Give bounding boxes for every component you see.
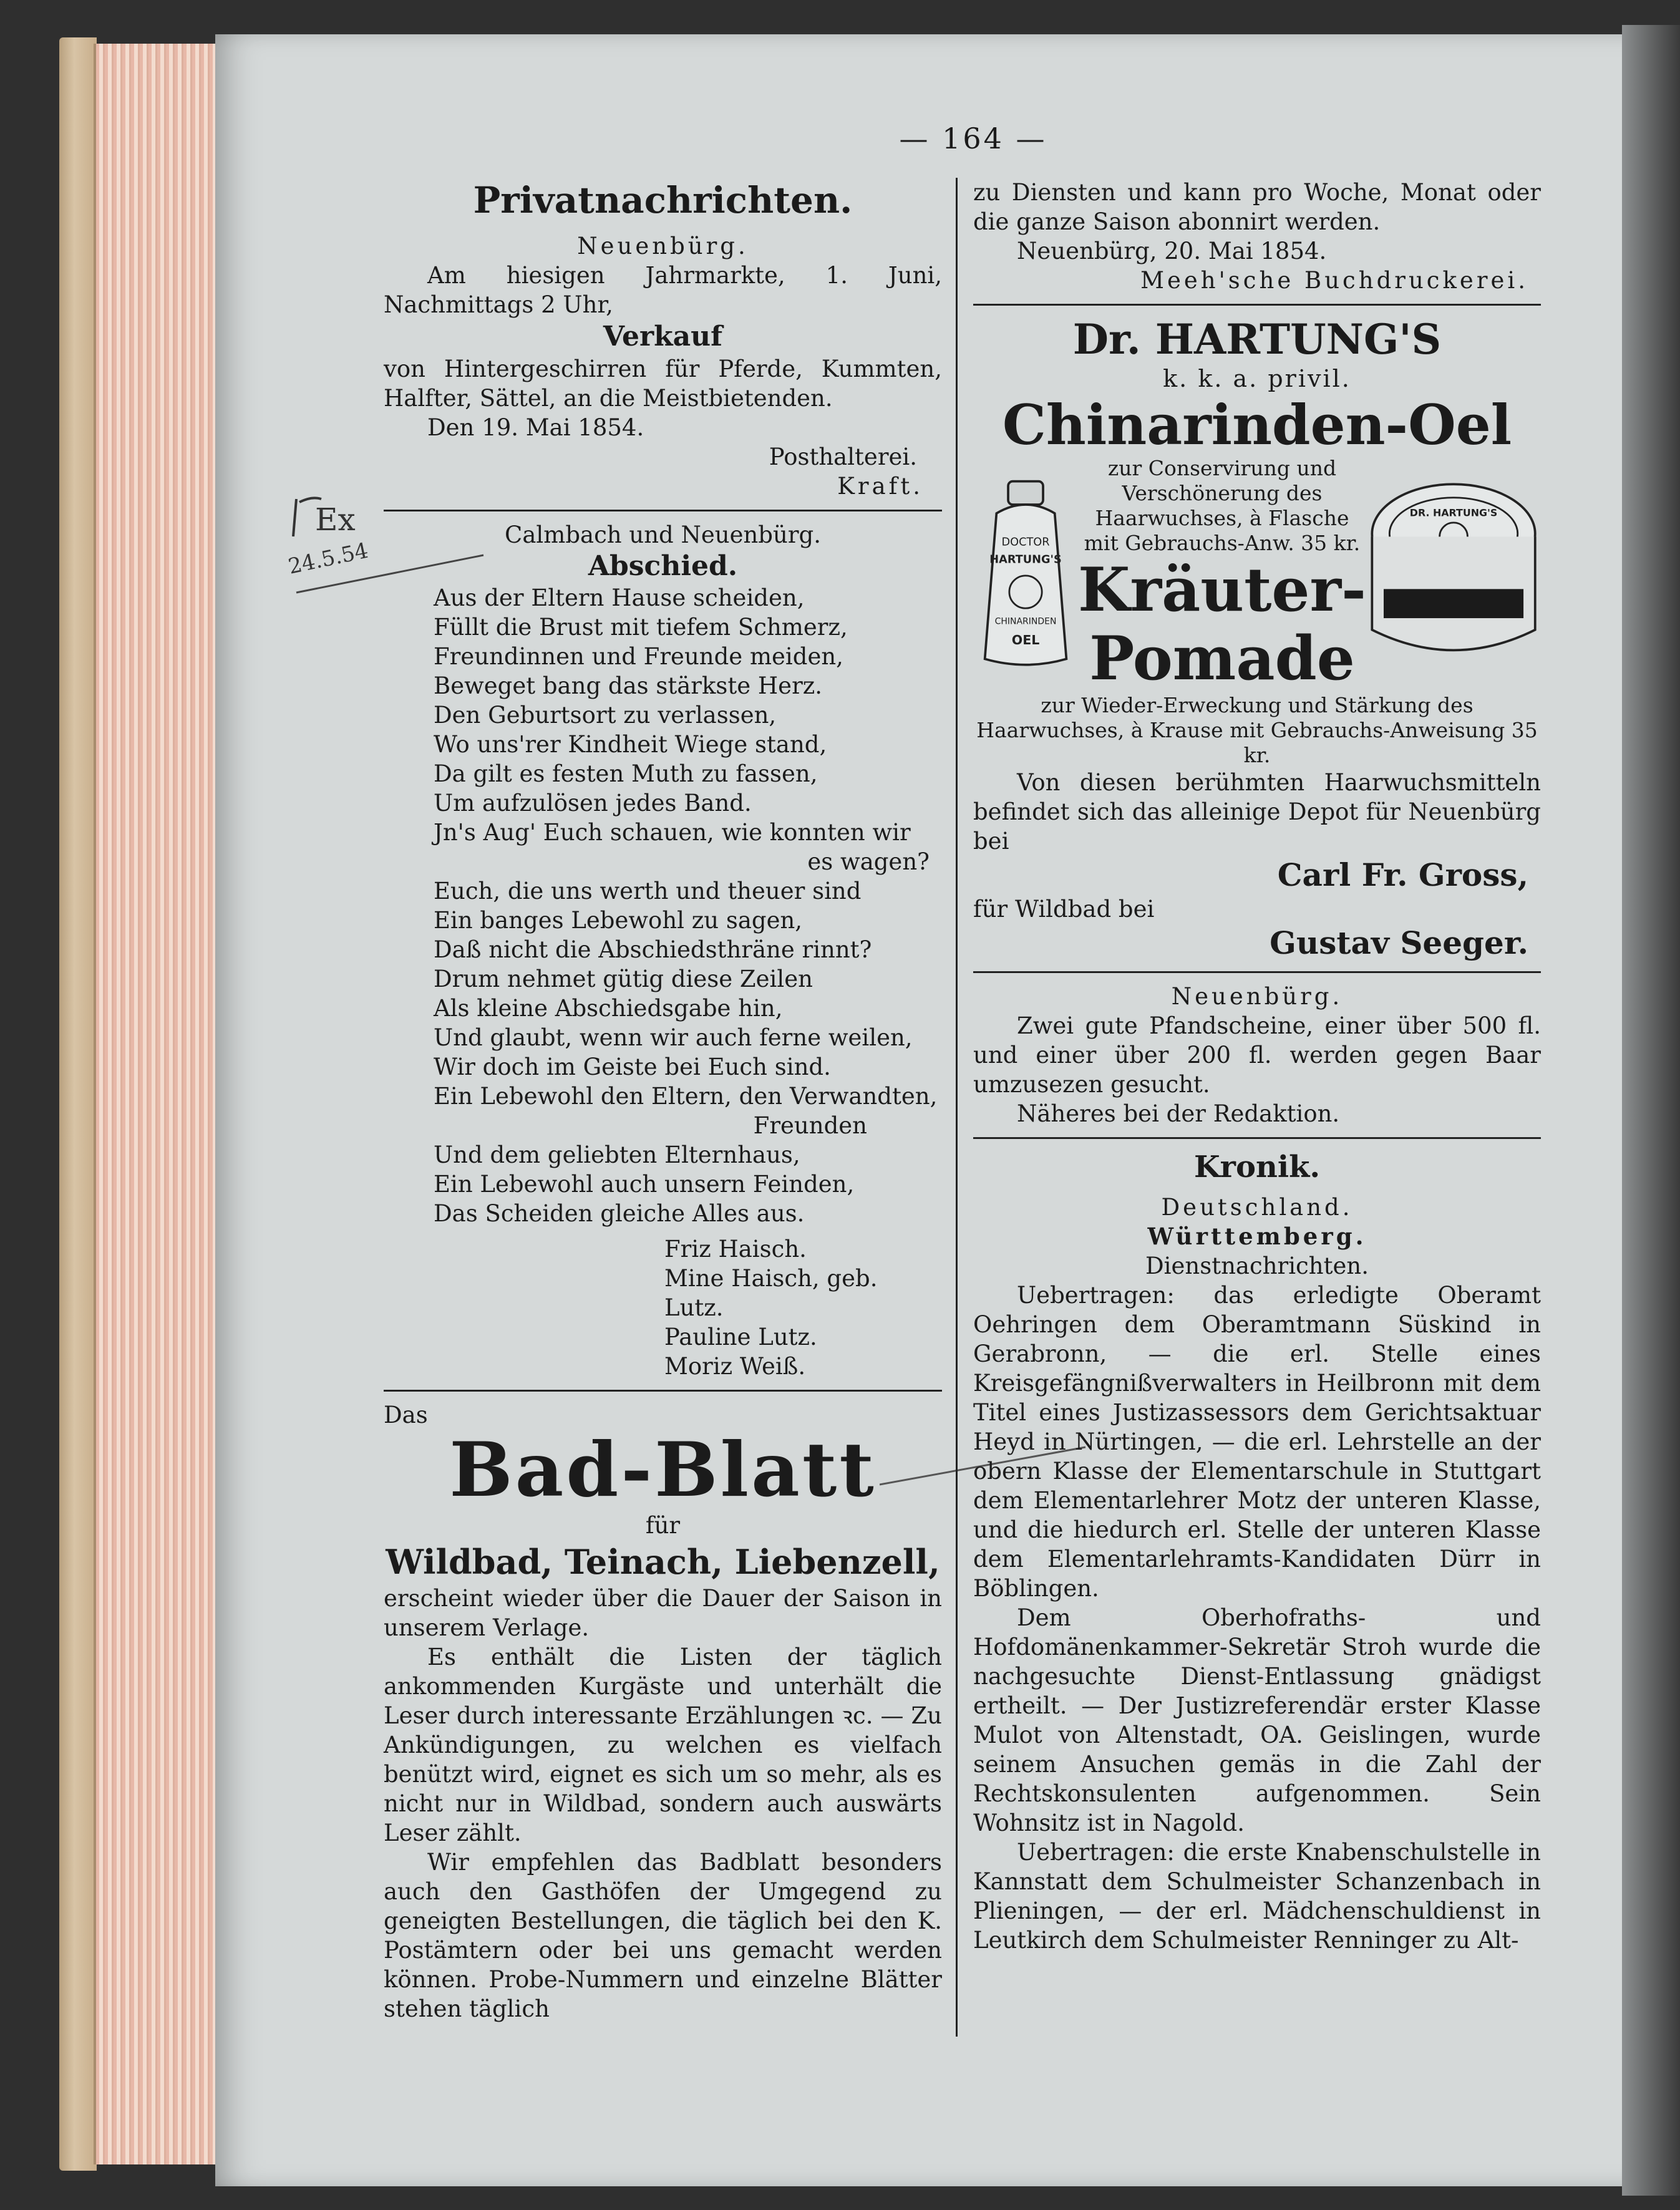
poem-line: Ein Lebewohl den Eltern, den Verwandten, — [434, 1083, 938, 1110]
ad-product-kraeuter: Kräuter- — [1078, 555, 1366, 625]
pfand-note: Näheres bei der Redaktion. — [1017, 1100, 1340, 1127]
poem-line: Euch, die uns werth und theuer sind — [434, 878, 862, 904]
ad-desc-pomade: zur Wieder-Erweckung und Stärkung des Haarwuchses, à Krause mit Gebrauchs-Anweisung 35 kr. — [976, 693, 1538, 767]
privat-verkauf: Verkauf — [603, 321, 723, 352]
abschied-place: Calmbach und Neuenbürg. — [505, 521, 821, 548]
rule — [973, 304, 1541, 306]
rule — [973, 971, 1541, 973]
fuer-label: für — [645, 1512, 681, 1539]
ad-product-oel: Chinarinden-Oel — [1002, 392, 1512, 457]
ad-product-pomade: Pomade — [1089, 623, 1355, 694]
pfand-text: Zwei gute Pfandscheine, einer über 500 fl. und einer über 200 fl. werden gegen Baar umzusezen gesucht. — [973, 1012, 1541, 1098]
poem — [384, 583, 942, 1228]
ad-middle — [1078, 456, 1366, 693]
poem-line: Wo uns'rer Kindheit Wiege stand, — [434, 731, 827, 758]
jar-label-line: DR. HARTUNG'S — [1409, 506, 1498, 519]
bottle-label-line: OEL — [1011, 632, 1040, 648]
left-column — [384, 178, 942, 2023]
merchant-gross: Carl Fr. Gross, — [1277, 856, 1528, 893]
pfand-place: Neuenbürg. — [1171, 983, 1343, 1010]
badblatt-p1: erscheint wieder über die Dauer der Saison in unserem Verlage. — [384, 1585, 942, 1641]
poem-line: Wir doch im Geiste bei Euch sind. — [434, 1054, 831, 1080]
kronik-region: Württemberg. — [1147, 1223, 1367, 1250]
poem-line: Als kleine Abschiedsgabe hin, — [434, 995, 783, 1022]
poem-line: Den Geburtsort zu verlassen, — [434, 702, 777, 729]
right-column — [973, 178, 1541, 1955]
ad-artwork — [973, 456, 1541, 693]
poem-line: Füllt die Brust mit tiefem Schmerz, — [434, 614, 848, 641]
poem-line: Um aufzulösen jedes Band. — [434, 790, 752, 817]
signature: Pauline Lutz. — [664, 1324, 817, 1350]
rule — [384, 510, 942, 511]
poem-line: Da gilt es festen Muth zu fassen, — [434, 760, 818, 787]
poem-line: Und glaubt, wenn wir auch ferne weilen, — [434, 1024, 913, 1051]
poem-line: Ein banges Lebewohl zu sagen, — [434, 907, 803, 934]
signature: Friz Haisch. — [664, 1236, 807, 1263]
ad-desc-oel: zur Conservirung und Verschönerung des Haarwuchses, à Flasche mit Gebrauchs-Anw. 35 kr. — [1084, 456, 1361, 555]
poem-line: Und dem geliebten Elternhaus, — [434, 1141, 800, 1168]
kronik-section: Dienstnachrichten. — [1145, 1253, 1369, 1279]
hartung-ad — [973, 314, 1541, 962]
book-cover-edge — [59, 37, 97, 2171]
poem-line: Daß nicht die Abschiedsthräne rinnt? — [434, 936, 872, 963]
poem-line: Aus der Eltern Hause scheiden, — [434, 584, 805, 611]
annotation-ex: Ex — [315, 502, 356, 538]
ad-depot: Von diesen berühmten Haarwuchsmitteln befindet sich das alleinige Depot für Neuenbürg bei — [973, 769, 1541, 855]
page-number: — 164 — — [899, 122, 1047, 155]
poem-line: es wagen? — [807, 848, 930, 875]
rule — [384, 1390, 942, 1392]
poem-line: Jn's Aug' Euch schauen, wie konnten wir — [434, 819, 911, 846]
privat-text2: von Hintergeschirren für Pferde, Kummten, Halfter, Sättel, an die Meistbietenden. — [384, 356, 942, 412]
badblatt-places: Wildbad, Teinach, Liebenzell, — [386, 1542, 940, 1582]
bottle-label-line: HARTUNG'S — [989, 553, 1062, 566]
badblatt-p3: Wir empfehlen das Badblatt besonders auch den Gasthöfen der Umgegend zu geneigten Bestellungen, die täglich bei den K. Postämtern oder bei uns gemacht werden können. Probe-Nummern und einzelne Blätter stehen täglich — [384, 1849, 942, 2022]
privat-sig2: Kraft. — [837, 473, 923, 500]
kronik-p3: Uebertragen: die erste Knabenschulstelle in Kannstatt dem Schulmeister Schanzenbach in Plieningen, — der erl. Mädchenschuldienst in Leutkirch dem Schulmeister Renninger zu Alt- — [973, 1839, 1541, 1954]
signatures — [384, 1234, 942, 1381]
kronik-p2: Dem Oberhofraths- und Hofdomänenkammer-Sekretär Stroh wurde die nachgesuchte Dienst-Entlassung gnädigst ertheilt. — Der Justizreferendär erster Klasse Mulot von Altenstadt, OA. Geislingen, wurde seinem Ansuchen gemäs in die Zahl der Rechtskonsulenten aufgenommen. Sein Wohnsitz ist in Nagold. — [973, 1604, 1541, 1836]
signature: Mine Haisch, geb. Lutz. — [664, 1265, 878, 1321]
column-divider — [956, 178, 958, 2037]
kronik-heading: Kronik. — [1193, 1150, 1321, 1185]
privat-date: Den 19. Mai 1854. — [427, 414, 644, 441]
privat-heading: Privatnachrichten. — [473, 179, 853, 221]
ad-wildbad: für Wildbad bei — [973, 896, 1155, 923]
badblatt-p2: Es enthält die Listen der täglich ankommenden Kurgäste und unterhält die Leser durch interessante Erzählungen ꝛc. — Zu Ankündigungen, zu welchen es vielfach benützt wird, eignet es sich um so mehr, als es nicht nur in Wildbad, sondern auch auswärts Leser zählt. — [384, 1644, 942, 1846]
continuation-sig: Meeh'sche Buchdruckerei. — [1140, 267, 1528, 294]
poem-line: Freundinnen und Freunde meiden, — [434, 643, 843, 670]
annotation-date: 24.5.54 — [286, 538, 371, 579]
signature: Moriz Weiß. — [664, 1353, 806, 1380]
poem-line: Das Scheiden gleiche Alles aus. — [434, 1200, 805, 1227]
ad-privilege: k. k. a. privil. — [1163, 365, 1351, 392]
privat-text1: Am hiesigen Jahrmarkte, 1. Juni, Nachmittags 2 Uhr, — [384, 262, 942, 318]
bottle-label-line: CHINARINDEN — [994, 616, 1057, 627]
continuation-date: Neuenbürg, 20. Mai 1854. — [1017, 238, 1327, 264]
das-label: Das — [384, 1402, 428, 1428]
pomade-jar-icon — [1366, 472, 1541, 677]
continuation-text: zu Diensten und kann pro Woche, Monat oder die ganze Saison abonnirt werden. — [973, 179, 1541, 235]
abschied-title: Abschied. — [588, 550, 738, 582]
badblatt-title: Bad-Blatt — [449, 1426, 876, 1514]
bottle-icon — [973, 472, 1078, 677]
poem-line: Beweget bang das stärkste Herz. — [434, 672, 823, 699]
bottle-label-line: DOCTOR — [1001, 536, 1050, 549]
privat-sig1: Posthalterei. — [769, 443, 917, 470]
poem-line: Ein Lebewohl auch unsern Feinden, — [434, 1171, 855, 1198]
poem-line: Drum nehmet gütig diese Zeilen — [434, 966, 813, 992]
page-fore-edge — [94, 44, 218, 2164]
kronik-country: Deutschland. — [1161, 1194, 1353, 1221]
merchant-seeger: Gustav Seeger. — [1270, 924, 1528, 961]
rule — [973, 1137, 1541, 1139]
ad-title: Dr. HARTUNG'S — [1072, 315, 1442, 364]
poem-line: Freunden — [753, 1112, 867, 1139]
privat-place: Neuenbürg. — [577, 233, 749, 259]
kronik-p1: Uebertragen: das erledigte Oberamt Oehringen dem Oberamtmann Süskind in Gerabronn, — die erl. Stelle eines Kreisgefängnißverwalters in Heilbronn mit dem Titel eines Justizassessors dem Gerichtsaktuar Heyd in Nürtingen, — die erl. Lehrstelle an der obern Klasse der Elementarschule in Stuttgart dem Elementarlehrer Motz der unteren Klasse, und die hiedurch erl. Stelle der unteren Klasse dem Elementarlehramts-Kandidaten Dürr in Böblingen. — [973, 1282, 1541, 1602]
gutter-shadow — [1622, 25, 1680, 2196]
